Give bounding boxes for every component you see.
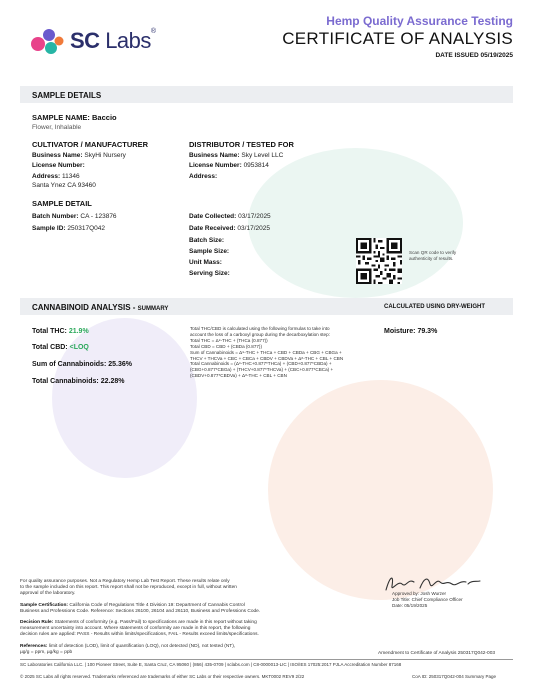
total-cannabinoids-row: Total Cannabinoids: 22.28%	[32, 378, 125, 385]
moisture-row: Moisture: 79.3%	[384, 328, 438, 335]
distributor-heading: DISTRIBUTOR / TESTED FOR	[189, 140, 294, 149]
distributor-license-row: License Number: 0953814	[189, 162, 269, 169]
coa-id-line: CoA ID: 250317Q042-004 Summary Page	[412, 674, 497, 679]
background-blob-lavender	[52, 318, 197, 478]
distributor-address-row: Address:	[189, 173, 218, 180]
references: References: limit of detection (LOD), limit of quantification (LOQ), not detected (ND), not tested (NT), µg/g = ppm, µg/kg = ppb	[20, 644, 236, 655]
sample-type: Flower, Inhalable	[32, 124, 82, 131]
sample-size-row: Sample Size:	[189, 248, 230, 255]
calc-note: CALCULATED USING DRY-WEIGHT	[384, 304, 485, 310]
copyright-line: © 2025 SC Labs all rights reserved. Trademarks referenced are trademarks of either SC Labs or their respective owners. MKT0002 REV9 2/22	[20, 674, 305, 679]
background-blob-peach	[268, 380, 493, 600]
sample-name-row: SAMPLE NAME: Baccio	[32, 113, 117, 122]
qr-code-icon[interactable]	[356, 238, 402, 284]
date-issued: DATE ISSUED 05/19/2025	[435, 52, 513, 59]
footer-divider	[20, 659, 513, 660]
total-thc-row: Total THC: 21.9%	[32, 328, 89, 335]
qr-caption: Scan QR code to verify authenticity of results.	[409, 250, 457, 261]
unit-mass-row: Unit Mass:	[189, 259, 222, 266]
sample-details-title: SAMPLE DETAILS	[32, 91, 102, 100]
cultivator-license-row: License Number:	[32, 162, 85, 169]
doc-title: CERTIFICATE OF ANALYSIS	[282, 29, 513, 48]
serving-size-row: Serving Size:	[189, 270, 230, 277]
sample-id-row: Sample ID: 250317Q042	[32, 225, 105, 232]
lab-address-line: SC Laboratories California LLC. | 100 Pioneer Street, Suite E, Santa Cruz, CA 95060 | (866) 435-0709 | sclabs.com | C8-0000013-LIC | ISO/IES 17025:2017 PJLA Accreditation Number 87168	[20, 662, 402, 667]
hq-title: Hemp Quality Assurance Testing	[326, 14, 513, 28]
sample-certification: Sample Certification: California Code of Regulations Title 4 Division 19: Department of Cannabis Control Business and Professions Code. Reference: Sections 26100, 26104 and 26110, Business and Professions Code.	[20, 603, 261, 614]
distributor-business-row: Business Name: Sky Level LLC	[189, 152, 284, 159]
logo-wordmark: SC Labs®	[70, 28, 156, 53]
cultivator-business-row: Business Name: SkyHi Nursery	[32, 152, 126, 159]
total-cbd-row: Total CBD: <LOQ	[32, 344, 89, 351]
cultivator-heading: CULTIVATOR / MANUFACTURER	[32, 140, 149, 149]
sc-labs-logo-icon	[30, 26, 66, 56]
amendment-note: Amendment to Certificate of Analysis 250317Q042-003	[378, 651, 496, 656]
sample-detail-heading: SAMPLE DETAIL	[32, 199, 92, 208]
batch-size-row: Batch Size:	[189, 237, 225, 244]
formula-notes: Total THC/CBD is calculated using the following formulas to take into account the loss of a carboxyl group during the decarboxylation step: Total THC = Δ⁹-THC + (THCa (0.877)) Total CBD = CBD + (CBDa (0.877)) Sum of Cannabinoids = Δ⁹-THC + THCa + CBD + CBDa + CBG + CBGa + THCV + THCVa + CBC + CBCa + CBDV + CBDVa + Δ⁸-THC + CBL + CBN Total Cannabinoids = (Δ⁹-THC+0.877*THCa) + (CBD+0.877*CBDa) + (CBG+0.877*CBGa) + (THCV+0.877*THCVa) + (CBC+0.877*CBCa) + (CBDV+0.877*CBDVa) + Δ⁸-THC + CBL + CBN	[190, 326, 344, 379]
cannabinoid-title: CANNABINOID ANALYSIS - SUMMARY	[32, 303, 169, 312]
cultivator-address-row: Address: 11346	[32, 173, 80, 180]
date-received-row: Date Received: 03/17/2025	[189, 225, 270, 232]
date-collected-row: Date Collected: 03/17/2025	[189, 213, 271, 220]
approval-block: Approved by: Josh Wurzer Job Title: Chief Compliance Officer Date: 05/19/2025	[392, 591, 463, 608]
decision-rule: Decision Rule: Statements of conformity (e.g. Pass/Fail) to specifications are made in this report without taking measurement uncertainty into account. Where statements of conformity are made in this report, the following decision rules are applied: PASS - Results within limits/specifications, FAIL - Results exceed limits/specifications.	[20, 620, 259, 637]
sum-cannabinoids-row: Sum of Cannabinoids: 25.36%	[32, 361, 132, 368]
batch-number-row: Batch Number: CA - 123876	[32, 213, 117, 220]
cultivator-address-line2: Santa Ynez CA 93460	[32, 182, 96, 189]
disclaimer: For quality assurance purposes. Not a Regulatory Hemp Lab Test Report. These results relate only to the sample included on this report. This report shall not be reproduced, except in full, without written approval of the laboratory.	[20, 579, 237, 596]
